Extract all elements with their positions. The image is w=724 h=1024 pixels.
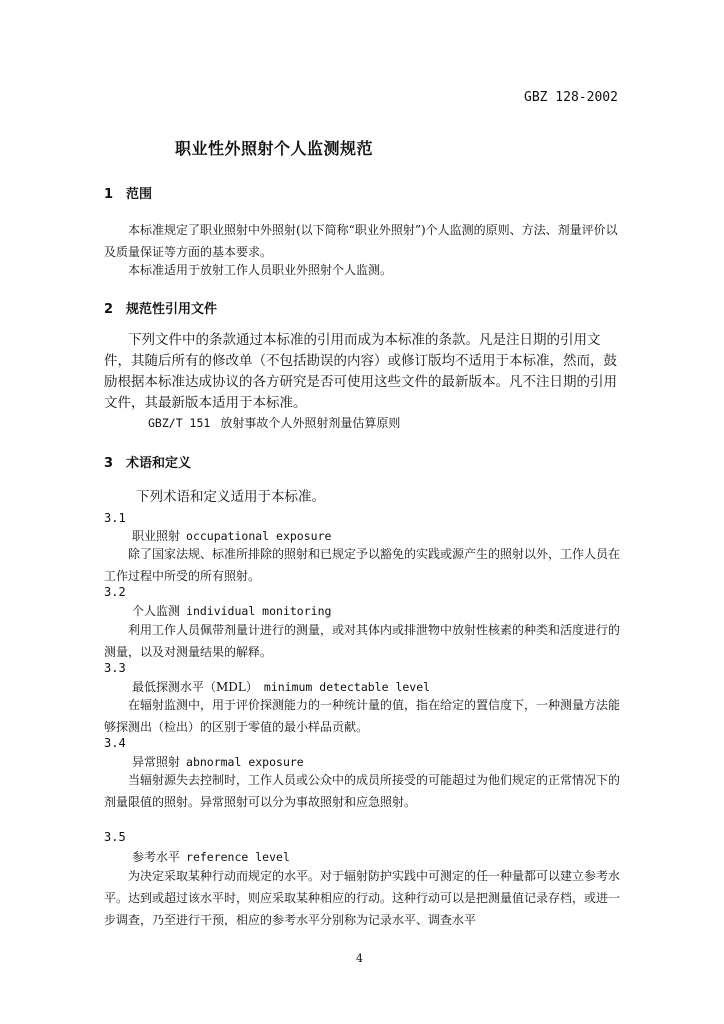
term-number: 3.4 (104, 736, 126, 750)
term-zh: 个人监测 (132, 604, 181, 618)
term-name (132, 678, 430, 695)
reference-title: 放射事故个人外照射剂量估算原则 (220, 416, 401, 430)
section-3-heading (104, 452, 191, 471)
term-definition: 利用工作人员佩带剂量计进行的测量，或对其体内或排泄物中放射性核素的种类和活度进行的测量，以及对测量结果的解释。 (104, 623, 621, 659)
page-number: 4 (356, 952, 363, 965)
term-zh: 职业照射 (132, 529, 181, 543)
section-3-intro: 下列术语和定义适用于本标准。 (136, 489, 325, 505)
term-zh: 异常照射 (132, 755, 181, 769)
term-zh: 最低探测水平（MDL） (132, 680, 258, 694)
term-en: minimum detectable level (263, 680, 431, 694)
term-number: 3.5 (104, 830, 126, 844)
section-1-paragraph-2: 本标准适用于放射工作人员职业外照射个人监测。 (128, 263, 393, 277)
term-en: reference level (186, 850, 290, 864)
term-name (132, 753, 304, 770)
term-number: 3.3 (104, 661, 126, 675)
section-number: 1 (104, 187, 114, 202)
section-title: 规范性引用文件 (126, 302, 218, 317)
section-2-heading (104, 298, 217, 317)
term-definition: 为决定采取某种行动而规定的水平。对于辐射防护实践中可测定的任一种量都可以建立参考水平。达到或超过该水平时，则应采取某种相应的行动。这种行动可以是把测量值记录存档，或进一步调查，乃至进行干预，相应的参考水平分别称为记录水平、调查水平 (104, 869, 621, 927)
section-1-paragraph-1: 本标准规定了职业照射中外照射(以下简称“职业外照射”)个人监测的原则、方法、剂量评价以及质量保证等方面的基本要求。 (104, 223, 618, 259)
normative-reference (148, 414, 400, 431)
term-number: 3.1 (104, 511, 126, 525)
section-number: 2 (104, 302, 114, 317)
document-title: 职业性外照射个人监测规范 (175, 139, 374, 158)
section-title: 术语和定义 (126, 456, 192, 471)
section-2-paragraph: 下列文件中的条款通过本标准的引用而成为本标准的条款。凡是注日期的引用文件，其随后所有的修改单（不包括勘误的内容）或修订版均不适用于本标准，然而，鼓励根据本标准达成协议的各方研究是否可使用这些文件的最新版本。凡不注日期的引用文件，其最新版本适用于本标准。 (104, 332, 617, 411)
term-name (132, 848, 290, 865)
section-title: 范围 (126, 187, 153, 202)
section-1-heading (104, 183, 152, 202)
standard-code: GBZ 128-2002 (524, 90, 618, 105)
term-en: individual monitoring (186, 604, 332, 618)
term-en: occupational exposure (186, 529, 332, 543)
reference-code: GBZ/T 151 (148, 416, 211, 430)
term-definition: 除了国家法规、标准所排除的照射和已规定予以豁免的实践或源产生的照射以外，工作人员在工作过程中所受的所有照射。 (104, 547, 621, 583)
term-name (132, 602, 331, 619)
term-definition: 当辐射源失去控制时，工作人员或公众中的成员所接受的可能超过为他们规定的正常情况下的剂量限值的照射。异常照射可以分为事故照射和应急照射。 (104, 773, 621, 809)
term-en: abnormal exposure (186, 755, 304, 769)
term-definition: 在辐射监测中，用于评价探测能力的一种统计量的值，指在给定的置信度下，一种测量方法能够探测出（检出）的区别于零值的最小样品贡献。 (104, 698, 621, 734)
section-number: 3 (104, 456, 114, 471)
term-zh: 参考水平 (132, 850, 181, 864)
term-number: 3.2 (104, 585, 126, 599)
term-name (132, 527, 331, 544)
